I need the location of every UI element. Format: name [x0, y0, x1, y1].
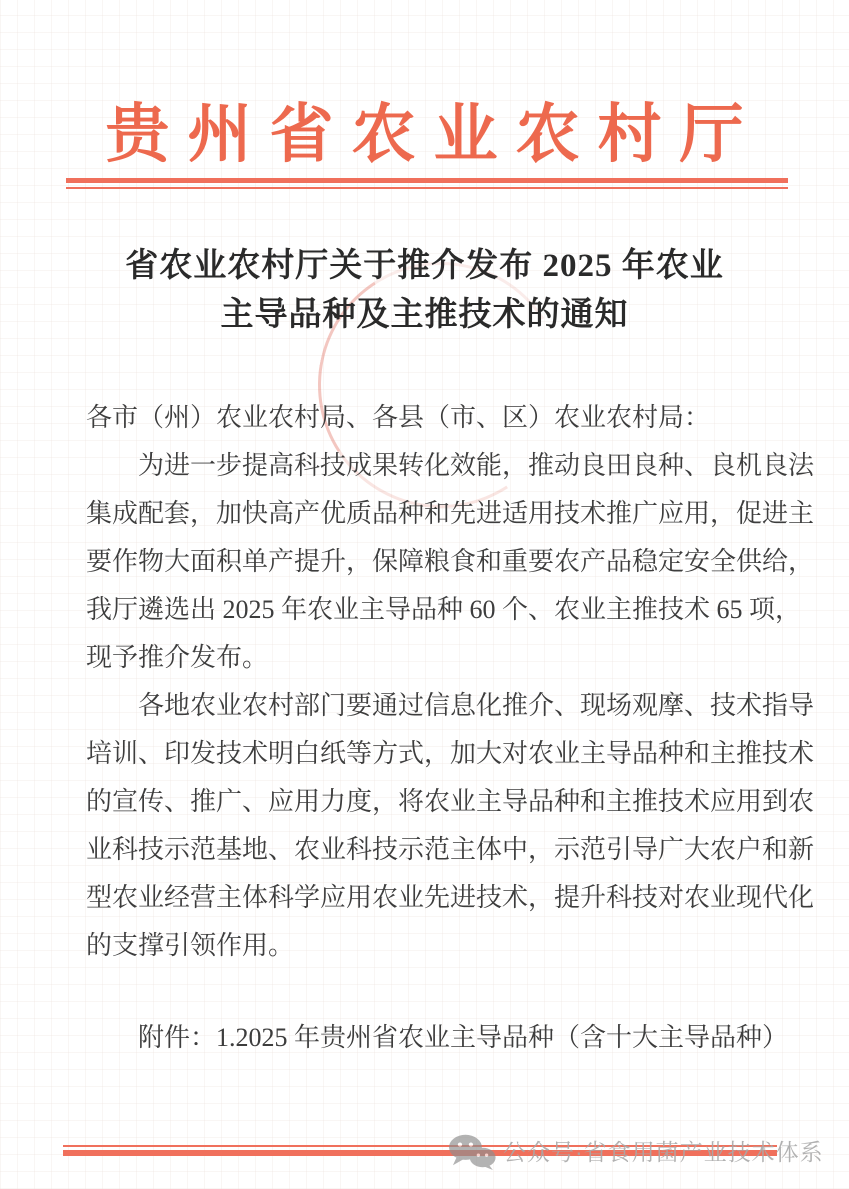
paragraph2-line: 型农业经营主体科学应用农业先进技术，提升科技对农业现代化	[86, 883, 815, 912]
letterhead-divider	[66, 178, 788, 189]
paragraph2-line: 业科技示范基地、农业科技示范主体中，示范引导广大农户和新	[86, 835, 815, 864]
letterhead-divider-thin-line	[66, 187, 788, 189]
paragraph1-line: 集成配套，加快高产优质品种和先进适用技术推广应用，促进主	[86, 499, 815, 528]
watermark-text: 公众号·省食用菌产业技术体系	[503, 1139, 824, 1165]
wechat-icon	[448, 1134, 497, 1170]
document-title-line-2: 主导品种及主推技术的通知	[220, 297, 629, 333]
paragraph2-line: 培训、印发技术明白纸等方式，加大对农业主导品种和主推技术	[86, 739, 815, 768]
paragraph2-line: 各地农业农村部门要通过信息化推介、现场观摩、技术指导	[138, 691, 815, 720]
letterhead-divider-thick-line	[66, 178, 788, 183]
paragraph1-line: 我厅遴选出 2025 年农业主导品种 60 个、农业主推技术 65 项，	[86, 595, 802, 624]
document-title	[0, 242, 849, 340]
paragraph1-line: 要作物大面积单产提升，保障粮食和重要农产品稳定安全供给，	[86, 547, 815, 576]
salutation-line: 各市（州）农业农村局、各县（市、区）农业农村局：	[86, 403, 711, 432]
paragraph1-line: 为进一步提高科技成果转化效能，推动良田良种、良机良法	[138, 451, 815, 480]
paragraph2-line: 的宣传、推广、应用力度，将农业主导品种和主推技术应用到农	[86, 787, 815, 816]
paragraph2-line: 的支撑引领作用。	[86, 931, 295, 960]
document-body	[86, 394, 815, 970]
agency-letterhead: 贵州省农业农村厅	[105, 99, 762, 170]
document-title-line-1: 省农业农村厅关于推介发布 2025 年农业	[125, 248, 724, 284]
attachment-line: 附件：1.2025 年贵州省农业主导品种（含十大主导品种）	[138, 1023, 789, 1052]
paragraph1-line: 现予推介发布。	[86, 643, 269, 672]
wechat-account-watermark	[448, 1134, 824, 1170]
